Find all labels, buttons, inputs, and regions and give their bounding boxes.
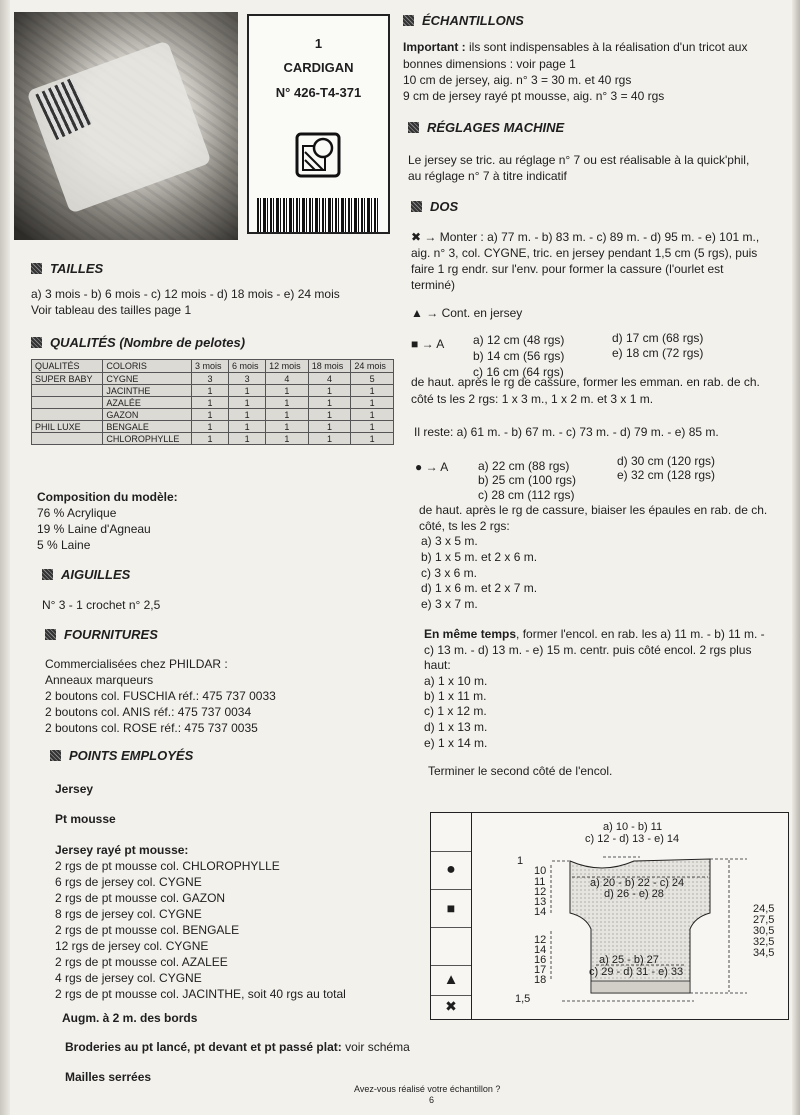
dos-line: de haut. après le rg de cassure, former les emman. en rab. de ch. (411, 375, 760, 389)
cardigan-photo (14, 12, 238, 240)
table-header-row (32, 360, 394, 373)
dos-line: b) 1 x 11 m. (424, 689, 487, 703)
model-reference-box (247, 14, 390, 234)
dos-cont-line: ▲ → Cont. en jersey (411, 306, 523, 320)
dos-line: d) 1 x 6 m. et 2 x 7 m. (421, 581, 538, 595)
quality-cell (32, 433, 103, 445)
fournitures-line: Commercialisées chez PHILDAR : (45, 657, 228, 671)
height-label: 11 (534, 876, 546, 888)
header-cell: COLORIS (103, 360, 192, 373)
height-label: 12 (534, 934, 547, 946)
quality-cell (32, 397, 103, 409)
dos-line: a) 3 x 5 m. (421, 534, 478, 548)
section-square-icon (31, 263, 42, 274)
quantity-cell: 1 (351, 397, 394, 409)
quantity-cell: 3 (229, 373, 266, 385)
point-jersey: Jersey (55, 782, 94, 796)
model-name: CARDIGAN (283, 60, 354, 75)
dos-line: aig. n° 3, col. CYGNE, tric. en jersey pendant 1,5 cm (5 rgs), puis (411, 246, 758, 260)
header-cell: QUALITÉS (32, 360, 103, 373)
circle-marker-line: ● → A (415, 460, 449, 474)
quantity-cell: 1 (351, 385, 394, 397)
point-raye-title: Jersey rayé pt mousse: (55, 843, 189, 857)
color-cell: JACINTHE (103, 385, 192, 397)
quantity-cell: 1 (351, 421, 394, 433)
header-cell: 12 mois (266, 360, 309, 373)
dos-line: c) 13 m. - d) 13 m. - e) 15 m. centr. puis côté encol. 2 rgs plus (424, 643, 752, 657)
fournitures-heading: FOURNITURES (45, 627, 158, 642)
aiguilles-line: N° 3 - 1 crochet n° 2,5 (42, 598, 161, 612)
dos-monter-line: ✖ → Monter : a) 77 m. - b) 83 m. - c) 89 m. - d) 95 m. - e) 101 m., (411, 230, 760, 244)
sq-size: e) 18 cm (72 rgs) (612, 346, 704, 360)
circle-icon: ● (431, 851, 471, 890)
color-cell: CYGNE (103, 373, 192, 385)
fournitures-line: Anneaux marqueurs (45, 673, 154, 687)
table-row (32, 397, 394, 409)
page-binding-shadow (0, 0, 10, 1115)
quantity-cell: 1 (308, 433, 351, 445)
section-square-icon (403, 15, 414, 26)
quantity-cell: 1 (191, 397, 228, 409)
dos-heading: DOS (411, 199, 458, 214)
dos-line: c) 3 x 6 m. (421, 566, 478, 580)
table-row (32, 385, 394, 397)
quantity-cell: 1 (308, 397, 351, 409)
quality-cell (32, 385, 103, 397)
quantity-cell: 1 (266, 421, 309, 433)
echantillons-heading: ÉCHANTILLONS (403, 13, 524, 28)
composition-title: Composition du modèle: (37, 490, 178, 504)
quantity-cell: 4 (266, 373, 309, 385)
quantity-cell: 1 (191, 433, 228, 445)
raye-line: 12 rgs de jersey col. CYGNE (55, 939, 209, 953)
tailles-line1: a) 3 mois - b) 6 mois - c) 12 mois - d) 18 mois - e) 24 mois (31, 287, 340, 301)
header-cell: 3 mois (191, 360, 228, 373)
dos-line: d) 1 x 13 m. (424, 720, 488, 734)
dos-line: côté ts les 2 rgs: 1 x 3 m., 1 x 2 m. et 3 x 1 m. (411, 392, 654, 406)
quantity-cell: 1 (266, 409, 309, 421)
tailles-heading: TAILLES (31, 261, 103, 276)
quantity-cell: 1 (266, 385, 309, 397)
neck-width-label: a) 10 - b) 11 (603, 821, 663, 833)
reglages-line2: au réglage n° 7 à titre indicatif (408, 169, 567, 183)
point-mousse: Pt mousse (55, 812, 116, 826)
header-cell: 24 mois (351, 360, 394, 373)
mailles-line: Mailles serrées (65, 1070, 152, 1084)
shoulder-width-label: a) 20 - b) 22 - c) 24 (590, 877, 685, 889)
circle-icon: ● (415, 460, 423, 474)
circ-size: b) 25 cm (100 rgs) (478, 473, 577, 487)
height-label: 10 (534, 865, 547, 877)
legend-cell (431, 813, 471, 852)
back-schematic (430, 812, 789, 1020)
quantity-cell: 1 (266, 433, 309, 445)
quantity-cell: 1 (229, 397, 266, 409)
quantity-cell: 1 (308, 421, 351, 433)
broderies-line: Broderies au pt lancé, pt devant et pt passé plat: voir schéma (65, 1040, 410, 1054)
reglages-heading: RÉGLAGES MACHINE (408, 120, 564, 135)
table-row (32, 373, 394, 385)
triangle-icon: ▲ (411, 306, 423, 320)
hem-label: 1,5 (515, 993, 531, 1005)
tailles-line2: Voir tableau des tailles page 1 (31, 303, 192, 317)
dos-line: a) 1 x 10 m. (424, 674, 488, 688)
square-marker-line: ■ → A (411, 337, 445, 351)
section-square-icon (408, 122, 419, 133)
bottom-width-label: c) 29 - d) 31 - e) 33 (589, 966, 684, 978)
circ-size: e) 32 cm (128 rgs) (617, 468, 716, 482)
section-square-icon (42, 569, 53, 580)
echantillons-line1: Important : ils sont indispensables à la réalisation d'un tricot aux (403, 40, 748, 54)
quantity-cell: 1 (229, 385, 266, 397)
augm-line: Augm. à 2 m. des bords (62, 1011, 198, 1025)
neck-width-label: c) 12 - d) 13 - e) 14 (585, 833, 680, 845)
meme-temps-line: En même temps, former l'encol. en rab. les a) 11 m. - b) 11 m. - (424, 627, 765, 641)
echantillons-line3: 10 cm de jersey, aig. n° 3 = 30 m. et 40 rgs (403, 73, 632, 87)
composition-line: 76 % Acrylique (37, 506, 117, 520)
page-edge-shadow (792, 0, 800, 1115)
quantity-cell: 1 (191, 421, 228, 433)
qualites-table (31, 359, 394, 445)
sq-size: b) 14 cm (56 rgs) (473, 349, 565, 363)
quantity-cell: 1 (351, 433, 394, 445)
height-label: 14 (534, 944, 547, 956)
table-row (32, 421, 394, 433)
dos-line: terminé) (411, 278, 456, 292)
page-number: 6 (429, 1095, 435, 1105)
echantillons-line4: 9 cm de jersey rayé pt mousse, aig. n° 3 = 40 rgs (403, 89, 665, 103)
section-square-icon (50, 750, 61, 761)
dos-line: de haut. après le rg de cassure, biaiser les épaules en rab. de ch. (419, 503, 768, 517)
composition-line: 19 % Laine d'Agneau (37, 522, 151, 536)
qualites-heading: QUALITÉS (Nombre de pelotes) (31, 335, 245, 350)
raye-line: 2 rgs de pt mousse col. GAZON (55, 891, 226, 905)
cross-icon: ✖ (411, 230, 422, 244)
dos-reste-line: Il reste: a) 61 m. - b) 67 m. - c) 73 m. - d) 79 m. - e) 85 m. (414, 425, 719, 439)
circ-size: a) 22 cm (88 rgs) (478, 459, 570, 473)
section-square-icon (31, 337, 42, 348)
cross-icon: ✖ (445, 998, 457, 1014)
shoulder-width-label: d) 26 - e) 28 (604, 888, 664, 900)
reglages-line1: Le jersey se tric. au réglage n° 7 ou est réalisable à la quick'phil, (408, 153, 750, 167)
model-number: 1 (314, 36, 323, 51)
quality-cell (32, 409, 103, 421)
sq-size: a) 12 cm (48 rgs) (473, 333, 565, 347)
quantity-cell: 1 (229, 433, 266, 445)
raye-line: 2 rgs de pt mousse col. JACINTHE, soit 40 rgs au total (55, 987, 346, 1001)
barcode (257, 198, 379, 232)
legend-column (431, 813, 472, 1019)
quantity-cell: 1 (191, 385, 228, 397)
color-cell: CHLOROPHYLLE (103, 433, 192, 445)
quantity-cell: 1 (229, 421, 266, 433)
color-cell: BENGALE (103, 421, 192, 433)
height-label: 1 (517, 855, 524, 867)
section-square-icon (411, 201, 422, 212)
circ-size: c) 28 cm (112 rgs) (478, 488, 575, 502)
fournitures-line: 2 boutons col. FUSCHIA réf.: 475 737 0033 (45, 689, 276, 703)
quantity-cell: 5 (351, 373, 394, 385)
quality-cell: SUPER BABY (32, 373, 103, 385)
raye-line: 2 rgs de pt mousse col. BENGALE (55, 923, 240, 937)
echantillons-line2: bonnes dimensions : voir page 1 (403, 57, 576, 71)
raye-line: 2 rgs de pt mousse col. AZALEE (55, 955, 228, 969)
raye-line: 6 rgs de jersey col. CYGNE (55, 875, 202, 889)
height-label: 16 (534, 954, 547, 966)
total-height-label: 32,5 (753, 936, 775, 948)
quantity-cell: 1 (308, 409, 351, 421)
height-label: 14 (534, 906, 547, 918)
bottom-width-label: a) 25 - b) 27 (599, 954, 659, 966)
color-cell: GAZON (103, 409, 192, 421)
total-height-label: 30,5 (753, 925, 775, 937)
height-label: 13 (534, 896, 547, 908)
quantity-cell: 1 (308, 385, 351, 397)
dos-line: haut: (424, 658, 451, 672)
raye-line: 4 rgs de jersey col. CYGNE (55, 971, 202, 985)
aiguilles-heading: AIGUILLES (42, 567, 130, 582)
height-label: 12 (534, 886, 547, 898)
color-cell: AZALÉE (103, 397, 192, 409)
quantity-cell: 1 (351, 409, 394, 421)
raye-line: 8 rgs de jersey col. CYGNE (55, 907, 202, 921)
section-square-icon (45, 629, 56, 640)
dos-line: e) 1 x 14 m. (424, 736, 488, 750)
quantity-cell: 1 (229, 409, 266, 421)
quantity-cell: 1 (191, 409, 228, 421)
sq-size: d) 17 cm (68 rgs) (612, 331, 704, 345)
legend-cell (431, 927, 471, 966)
height-label: 18 (534, 974, 547, 986)
table-row (32, 433, 394, 445)
points-heading: POINTS EMPLOYÉS (50, 748, 193, 763)
sq-size: c) 16 cm (64 rgs) (473, 365, 564, 379)
quantity-cell: 4 (308, 373, 351, 385)
quantity-cell: 3 (191, 373, 228, 385)
model-code: N° 426-T4-371 (275, 85, 362, 100)
header-cell: 18 mois (308, 360, 351, 373)
raye-line: 2 rgs de pt mousse col. CHLOROPHYLLE (55, 859, 280, 873)
dos-line: c) 1 x 12 m. (424, 704, 487, 718)
fournitures-line: 2 boutons col. ANIS réf.: 475 737 0034 (45, 705, 252, 719)
square-icon: ■ (411, 337, 419, 351)
total-height-label: 34,5 (753, 947, 775, 959)
quality-cell: PHIL LUXE (32, 421, 103, 433)
composition-line: 5 % Laine (37, 538, 91, 552)
dos-line: b) 1 x 5 m. et 2 x 6 m. (421, 550, 538, 564)
dos-line: e) 3 x 7 m. (421, 597, 478, 611)
table-row (32, 409, 394, 421)
fournitures-line: 2 boutons col. ROSE réf.: 475 737 0035 (45, 721, 258, 735)
height-label: 17 (534, 964, 547, 976)
triangle-icon: ▲ (431, 965, 471, 996)
total-height-label: 24,5 (753, 903, 775, 915)
terminer-line: Terminer le second côté de l'encol. (428, 764, 613, 778)
square-icon: ■ (431, 889, 471, 928)
dos-line: faire 1 rg endr. sur l'env. pour former la cassure (l'ourlet est (411, 262, 724, 276)
difficulty-icon (295, 132, 341, 178)
total-height-label: 27,5 (753, 914, 775, 926)
dos-line: côté, ts les 2 rgs: (419, 519, 510, 533)
header-cell: 6 mois (229, 360, 266, 373)
circ-size: d) 30 cm (120 rgs) (617, 454, 716, 468)
quantity-cell: 1 (266, 397, 309, 409)
footer-note: Avez-vous réalisé votre échantillon ? (354, 1084, 501, 1094)
